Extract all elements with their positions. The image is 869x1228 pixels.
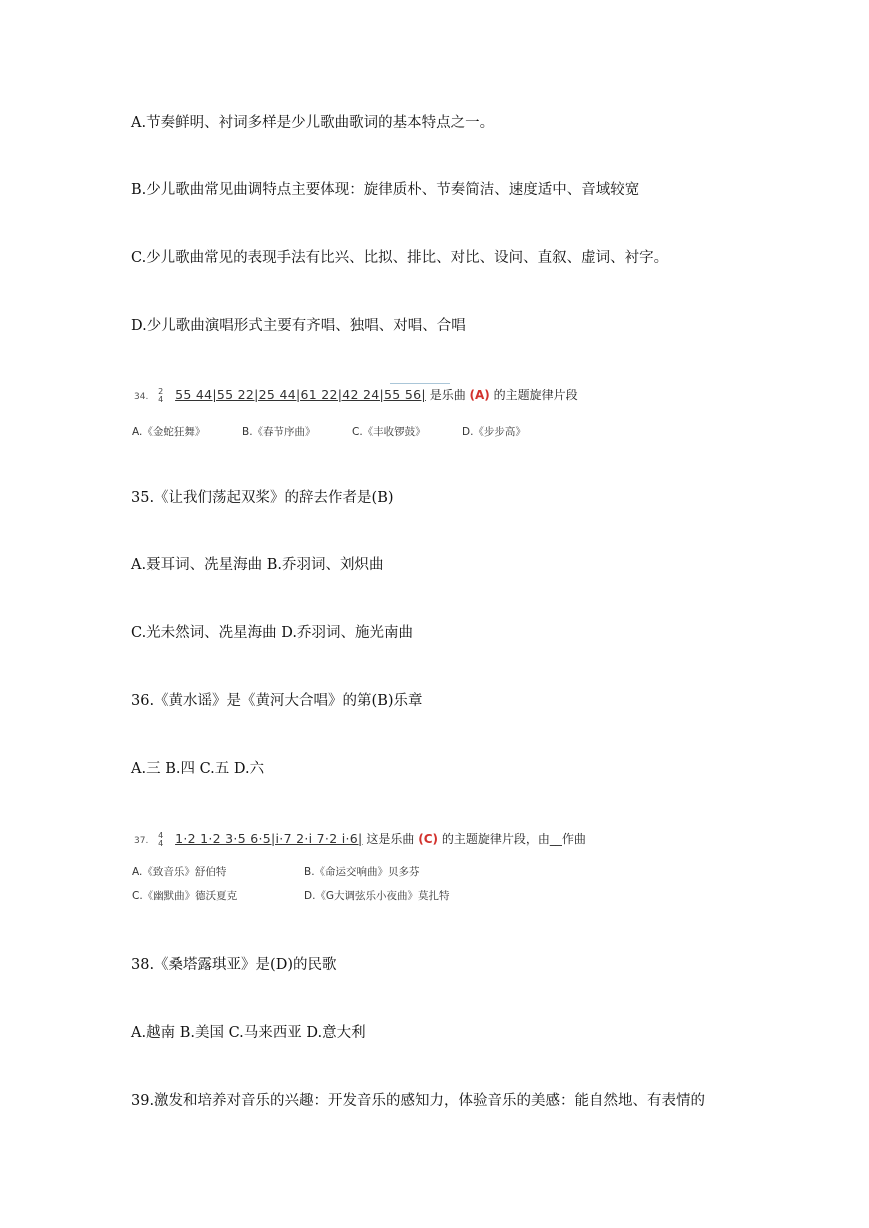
option-b-statement: B.少儿歌曲常见曲调特点主要体现：旋律质朴、节奏简洁、速度适中、音域较宽 (131, 182, 640, 198)
q37-score-row (134, 830, 694, 848)
question-35-options-ab: A.聂耳词、冼星海曲 B.乔羽词、刘炽曲 (131, 557, 384, 573)
q34-option-c: C.《丰收锣鼓》 (352, 426, 426, 438)
q34-number: 34. (134, 392, 149, 402)
q37-answer: (C) (418, 832, 438, 846)
q34-option-a: A.《金蛇狂舞》 (132, 426, 206, 438)
q34-answer: (A) (469, 388, 490, 402)
question-36-options: A.三 B.四 C.五 D.六 (131, 761, 265, 777)
question-39: 39.激发和培养对音乐的兴趣：开发音乐的感知力，体验音乐的美感：能自然地、有表情的 (131, 1093, 706, 1109)
q37-question-text: 这是乐曲 (C) 的主题旋律片段，由__作曲 (366, 832, 586, 846)
q34-score-row (134, 386, 634, 404)
question-35: 35.《让我们荡起双桨》的辞去作者是(B) (131, 490, 394, 506)
q37-time-signature: 4 4 (158, 830, 164, 848)
q37-options-row-1 (132, 864, 420, 879)
q34-time-signature: 2 4 (158, 386, 164, 404)
question-38-options: A.越南 B.美国 C.马来西亚 D.意大利 (131, 1025, 366, 1041)
q37-options-row-2 (132, 888, 450, 903)
q37-melody-notes: 1·2 1·2 3·5 6·5|i·7 2·i 7·2 i·6| (175, 831, 363, 846)
q37-option-b: B.《命运交响曲》贝多芬 (304, 866, 420, 878)
q37-number: 37. (134, 836, 149, 846)
q37-option-c: C.《幽默曲》德沃夏克 (132, 890, 238, 902)
q34-option-d: D.《步步高》 (462, 426, 526, 438)
q34-question-text: 是乐曲 (A) 的主题旋律片段 (429, 388, 578, 402)
q34-option-b: B.《春节序曲》 (242, 426, 316, 438)
q34-options (132, 424, 526, 439)
q34-melody-notes: 55 44|55 22|25 44|61 22|42 24|55 56| (175, 387, 426, 402)
option-c-statement: C.少儿歌曲常见的表现手法有比兴、比拟、排比、对比、设问、直叙、虚词、衬字。 (131, 250, 669, 266)
option-d-statement: D.少儿歌曲演唱形式主要有齐唱、独唱、对唱、合唱 (131, 318, 466, 334)
q34-slur-mark (390, 383, 450, 384)
q37-option-d: D.《G大调弦乐小夜曲》莫扎特 (304, 890, 450, 902)
option-a-statement: A.节奏鲜明、衬词多样是少儿歌曲歌词的基本特点之一。 (131, 115, 495, 131)
question-35-options-cd: C.光未然词、冼星海曲 D.乔羽词、施光南曲 (131, 625, 414, 641)
q37-option-a: A.《致音乐》舒伯特 (132, 866, 227, 878)
question-36: 36.《黄水谣》是《黄河大合唱》的第(B)乐章 (131, 693, 423, 709)
question-38: 38.《桑塔露琪亚》是(D)的民歌 (131, 957, 337, 973)
